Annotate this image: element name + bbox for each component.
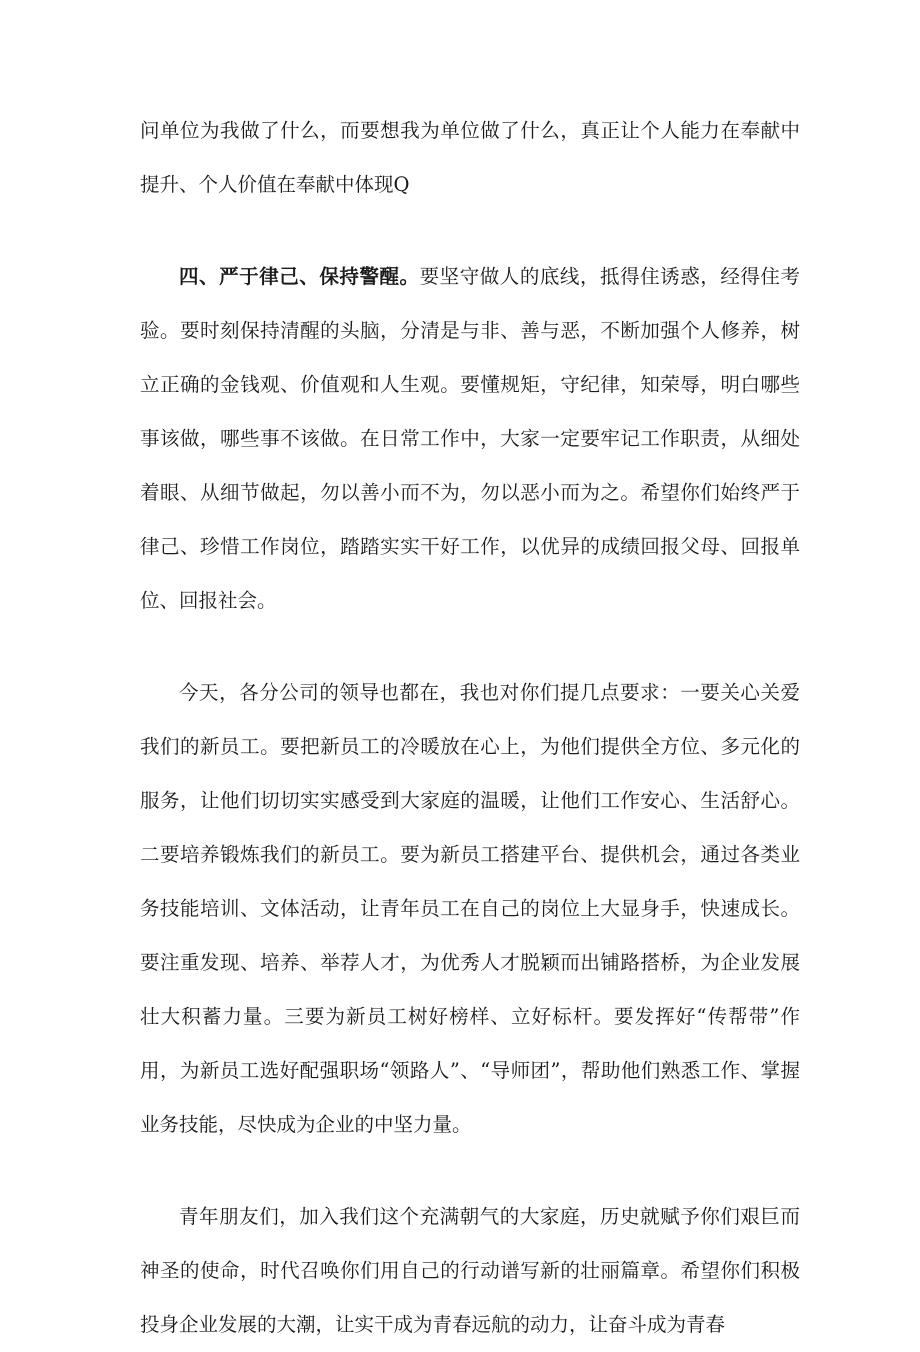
paragraph-text: 要坚守做人的底线，抵得住诱惑，经得住考验。要时刻保持清醒的头脑，分清是与非、善与恶，不断加强个人修养，树立正确的金钱观、价值观和人生观。要懂规矩，守纪律，知荣辱，明白哪些事该做，哪些事不该做。在日常工作中，大家一定要牢记工作职责，从细处着眼、从细节做起，勿以善小而不为，勿以恶小而为之。希望你们始终严于律己、珍惜工作岗位，踏踏实实干好工作，以优异的成绩回报父母、回报单位、回报社会。: [140, 265, 800, 612]
paragraph-gap: [140, 1152, 800, 1190]
paragraph-text: 青年朋友们，加入我们这个充满朝气的大家庭，历史就赋予你们艰巨而神圣的使命，时代召唤你们用自己的行动谱写新的壮丽篇章。希望你们积极投身企业发展的大潮，让实干成为青春远航的动力，让奋斗成为青春: [140, 1205, 800, 1336]
document-body: [140, 104, 800, 1352]
paragraph-continuation: [140, 104, 800, 212]
paragraph-text: 今天，各分公司的领导也都在，我也对你们提几点要求：一要关心关爱我们的新员工。要把新员工的冷暖放在心上，为他们提供全方位、多元化的服务，让他们切切实实感受到大家庭的温暖，让他们工作安心、生活舒心。二要培养锻炼我们的新员工。要为新员工搭建平台、提供机会，通过各类业务技能培训、文体活动，让青年员工在自己的岗位上大显身手，快速成长。要注重发现、培养、举荐人才，为优秀人才脱颖而出铺路搭桥，为企业发展壮大积蓄力量。三要为新员工树好榜样、立好标杆。要发挥好“传帮带”作用，为新员工选好配强职场“领路人”、“导师团”，帮助他们熟悉工作、掌握业务技能，尽快成为企业的中坚力量。: [140, 681, 800, 1136]
paragraph-closing: [140, 1190, 800, 1352]
paragraph-section-four: [140, 250, 800, 628]
paragraph-requirements: [140, 666, 800, 1152]
section-heading: 四、严于律己、保持警醒。: [179, 265, 420, 288]
paragraph-gap: [140, 628, 800, 666]
paragraph-text: 问单位为我做了什么，而要想我为单位做了什么，真正让个人能力在奉献中提升、个人价值在奉献中体现Q: [140, 119, 800, 196]
paragraph-gap: [140, 212, 800, 250]
